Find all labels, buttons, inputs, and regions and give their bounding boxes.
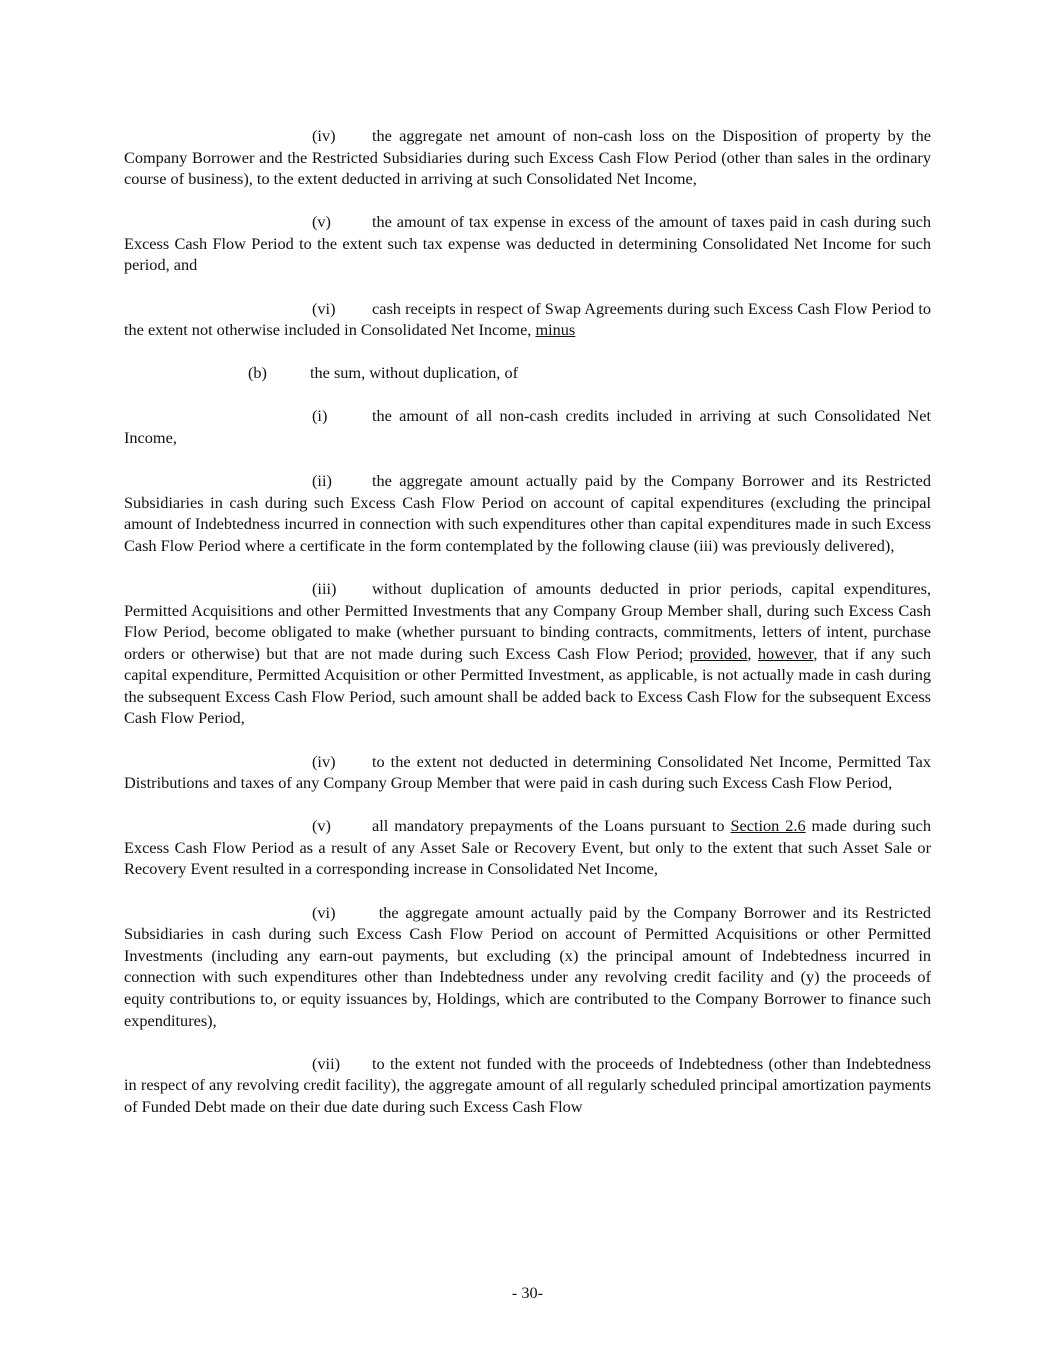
clause-text: the aggregate amount actually paid by the Company Borrower and its Restricted Subsidiaries in cash during such Excess Cash Flow Period on account of Permitted Acquisitions or other Permitted Investments (including any earn-out payments, but excluding (x) the principal amount of Indebtedness incurred in connection with such expenditures other than Indebtedness under any revolving credit facility and (y) the proceeds of equity contributions to, or equity issuances by, Holdings, which are contributed to the Company Borrower to finance such expenditures), — [124, 902, 931, 1030]
page-number: - 30- — [511, 1283, 544, 1302]
clause-number: (vii) — [312, 1053, 341, 1073]
clause-number: (iv) — [312, 751, 336, 771]
document-body — [124, 125, 931, 1139]
clause-b-iv — [124, 751, 931, 794]
clause-text: the sum, without duplication, of — [310, 363, 519, 383]
clause-number: (i) — [312, 406, 328, 426]
clause-text: the amount of tax expense in excess of the amount of taxes paid in cash during such Excess Cash Flow Period to the extent such tax expense was deducted in determining Consolidated Net Income for such period, and — [124, 212, 931, 275]
clause-text-after: , that if any such capital expenditure, Permitted Acquisition or other Permitted Investment, as applicable, is not actually made in cash during the subsequent Excess Cash Flow Period, such amount shall be added back to Excess Cash Flow for the subsequent Excess Cash Flow Period, — [124, 643, 932, 728]
clause-a-iv — [124, 125, 931, 190]
clause-number: (v) — [312, 816, 331, 836]
clause-b — [124, 362, 931, 384]
clause-a-v — [124, 211, 931, 276]
clause-number: (b) — [248, 363, 267, 383]
minus-term: minus — [535, 320, 576, 340]
clause-number: (iii) — [312, 578, 337, 598]
clause-text: to the extent not funded with the proceeds of Indebtedness (other than Indebtedness in respect of any revolving credit facility), the aggregate amount of all regularly scheduled principal amortization payments of Funded Debt made on their due date during such Excess Cash Flow — [124, 1053, 931, 1116]
clause-number: (vi) — [312, 902, 336, 922]
clause-b-vi — [124, 902, 931, 1032]
clause-b-vii — [124, 1053, 931, 1118]
clause-b-iii — [124, 578, 931, 729]
clause-number: (iv) — [312, 126, 336, 145]
section-reference: Section 2.6 — [730, 816, 806, 836]
clause-text: all mandatory prepayments of the Loans pursuant to — [372, 816, 731, 836]
clause-text: the amount of all non-cash credits included in arriving at such Consolidated Net Income, — [124, 406, 931, 447]
clause-text: without duplication of amounts deducted in prior periods, capital expenditures, Permitted Acquisitions and other Permitted Investments that any Company Group Member shall, during such Excess Cash Flow Period, become obligated to make (whether pursuant to binding contracts, commitments, letters of intent, purchase orders or otherwise) but that are not made during such Excess Cash Flow Period; — [124, 578, 931, 663]
clause-text-between: , — [747, 643, 758, 663]
clause-a-vi — [124, 298, 931, 341]
clause-text: cash receipts in respect of Swap Agreements during such Excess Cash Flow Period to the extent not otherwise included in Consolidated Net Income, — [124, 298, 931, 340]
clause-b-v — [124, 815, 931, 880]
clause-text: the aggregate net amount of non-cash loss on the Disposition of property by the Company Borrower and the Restricted Subsidiaries during such Excess Cash Flow Period (other than sales in the ordinary course of business), to the extent deducted in arriving at such Consolidated Net Income, — [124, 126, 931, 189]
clause-text-after: made during such Excess Cash Flow Period as a result of any Asset Sale or Recovery Event, but only to the extent that such Asset Sale or Recovery Event resulted in a corresponding increase in Consolidated Net Income, — [124, 816, 931, 879]
clause-text: the aggregate amount actually paid by the Company Borrower and its Restricted Subsidiaries in cash during such Excess Cash Flow Period on account of capital expenditures (excluding the principal amount of Indebtedness incurred in connection with such expenditures other than capital expenditures made in such Excess Cash Flow Period where a certificate in the form contemplated by the following clause (iii) was previously delivered), — [124, 471, 931, 555]
clause-number: (vi) — [312, 298, 336, 318]
however-term: however — [757, 643, 814, 663]
clause-b-ii — [124, 470, 931, 556]
clause-number: (ii) — [312, 471, 332, 491]
clause-text: to the extent not deducted in determining Consolidated Net Income, Permitted Tax Distributions and taxes of any Company Group Member that were paid in cash during such Excess Cash Flow Period, — [124, 751, 931, 793]
clause-b-i — [124, 405, 931, 448]
clause-number: (v) — [312, 212, 331, 232]
provided-term: provided — [689, 643, 748, 663]
